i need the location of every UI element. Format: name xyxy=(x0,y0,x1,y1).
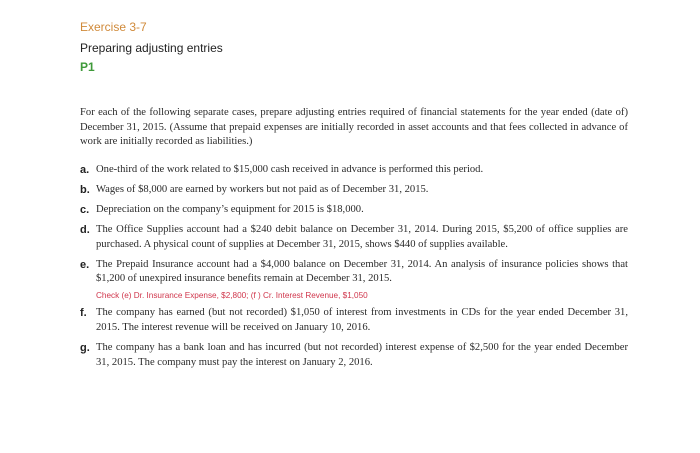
exercise-title: Preparing adjusting entries xyxy=(80,41,223,55)
case-item-e xyxy=(80,258,628,301)
check-answer: Check (e) Dr. Insurance Expense, $2,800; (f ) Cr. Interest Revenue, $1,050 xyxy=(96,290,368,300)
case-letter: b. xyxy=(80,184,90,197)
exercise-instructions: For each of the following separate cases, prepare adjusting entries required of financial statements for the year ended (date of) December 31, 2015. (Assume that prepaid expenses are initially recorded in asset accounts and that fees collected in advance of work are initially recorded as liabilities.) xyxy=(80,107,628,147)
case-text: The company has a bank loan and has incurred (but not recorded) interest expense of $2,500 for the year ended December 31, 2015. The company must pay the interest on January 2, 2016. xyxy=(96,342,628,368)
case-item-c xyxy=(80,203,628,218)
case-text: The Prepaid Insurance account had a $4,000 balance on December 31, 2014. An analysis of insurance policies shows that $1,200 of unexpired insurance benefits remain at December 31, 2015. xyxy=(96,258,628,285)
case-text: Wages of $8,000 are earned by workers but not paid as of December 31, 2015. xyxy=(96,184,429,196)
case-letter: a. xyxy=(80,164,90,176)
case-letter: c. xyxy=(80,204,90,217)
case-item-a xyxy=(80,163,628,178)
exercise-number: Exercise 3-7 xyxy=(80,20,147,34)
case-letter: g. xyxy=(80,342,90,355)
case-letter: e. xyxy=(80,258,90,271)
case-item-f xyxy=(80,306,628,335)
learning-objective-code: P1 xyxy=(80,60,95,74)
case-text: The company has earned (but not recorded) $1,050 of interest from investments in CDs for the year ended December 31, 2015. The interest revenue will be received on January 10, 2016. xyxy=(96,307,628,333)
case-text: Depreciation on the company’s equipment for 2015 is $18,000. xyxy=(96,204,364,216)
case-list xyxy=(80,163,628,376)
case-letter: f. xyxy=(80,307,87,320)
case-item-g xyxy=(80,341,628,370)
exercise-header xyxy=(80,20,223,74)
case-text: One-third of the work related to $15,000 cash received in advance is performed this period. xyxy=(96,164,484,175)
case-item-d xyxy=(80,223,628,252)
case-item-b xyxy=(80,183,628,198)
case-letter: d. xyxy=(80,224,90,237)
case-text: The Office Supplies account had a $240 debit balance on December 31, 2014. During 2015, $5,200 of office supplies are purchased. A physical count of supplies at December 31, 2015, shows $440 of supplies available. xyxy=(96,224,628,250)
